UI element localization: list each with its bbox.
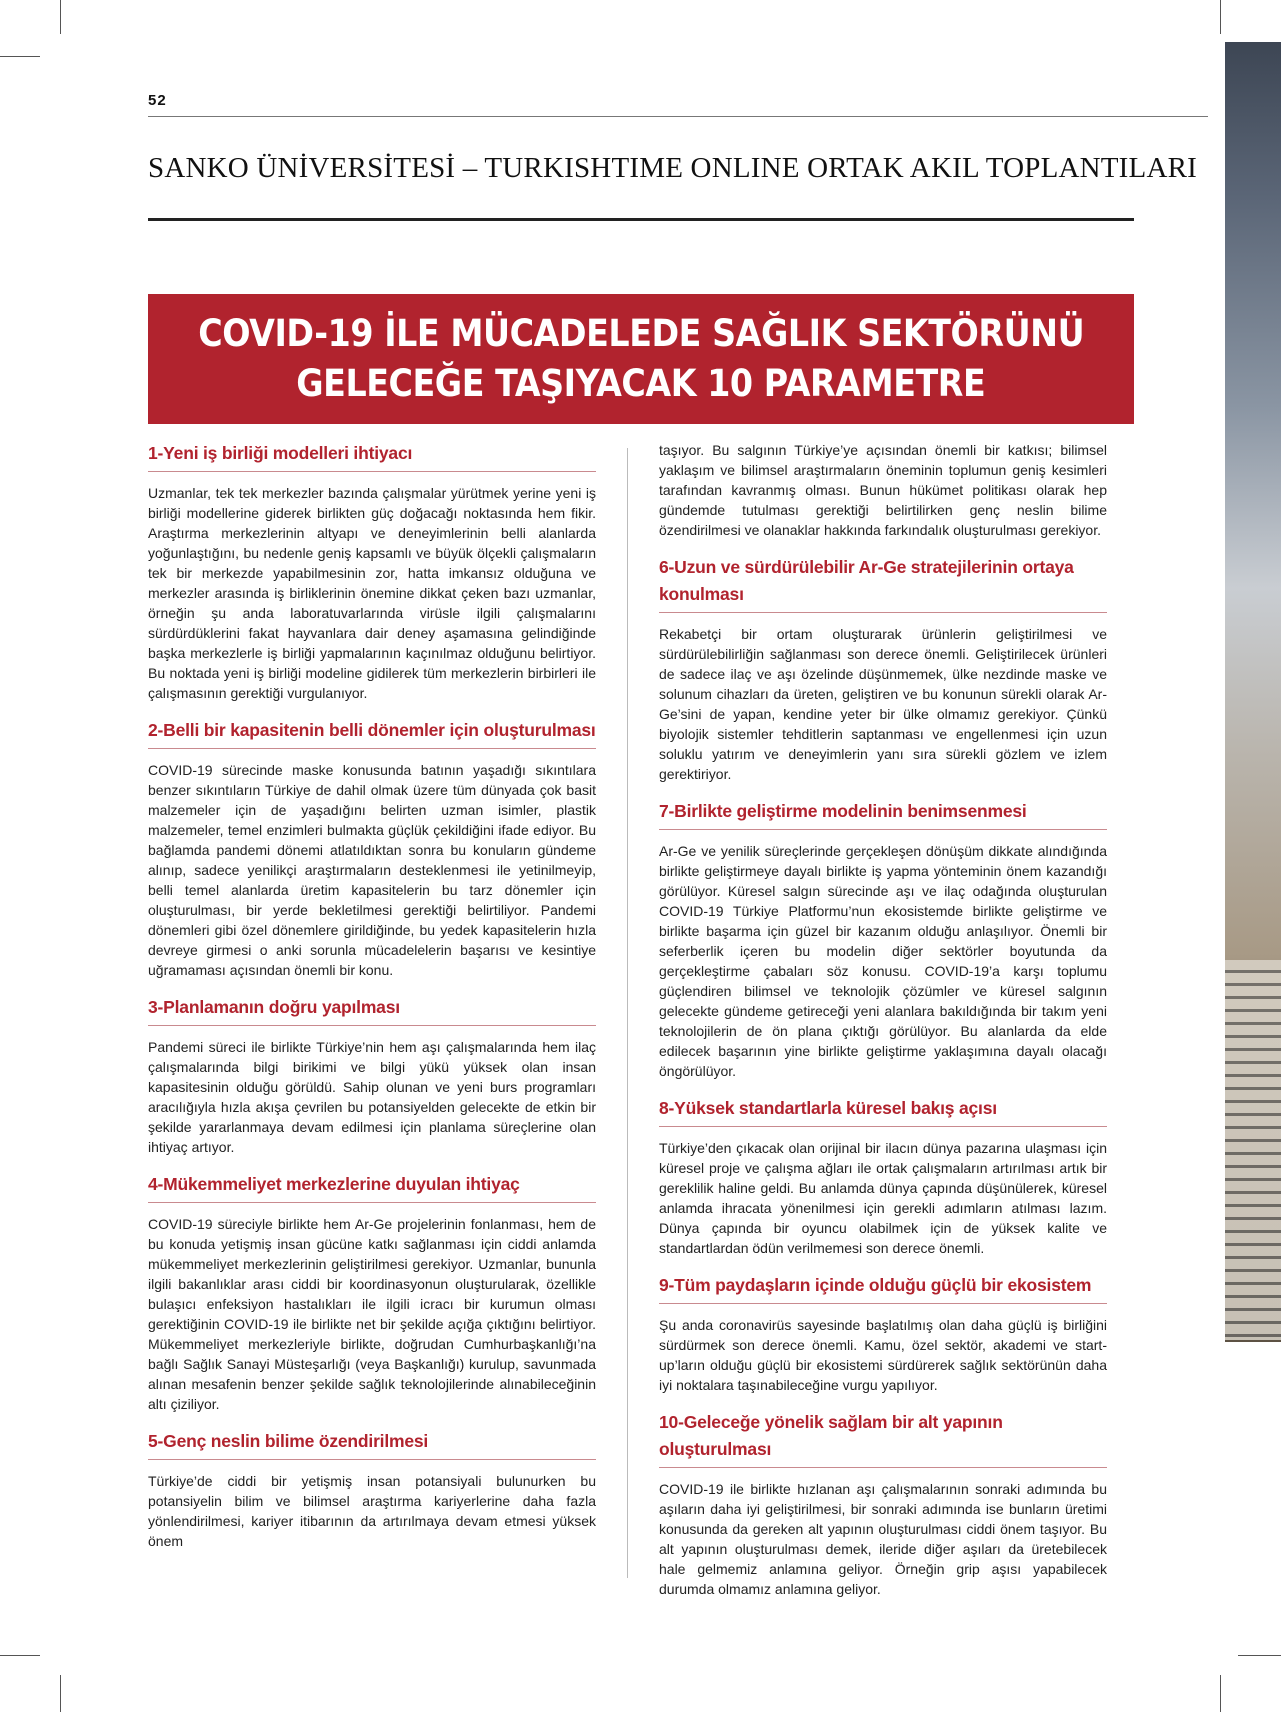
headline-banner xyxy=(148,294,1134,424)
section-heading: 8-Yüksek standartlarla küresel bakış açısı xyxy=(659,1095,1107,1127)
crop-mark xyxy=(0,1655,40,1656)
crop-mark xyxy=(1220,1675,1221,1712)
section-body: Ar-Ge ve yenilik süreçlerinde gerçekleşen dönüşüm dikkate alındığında birlikte geliştirmeye dayalı birlikte iş yapma yönteminin önem kazandığı görülüyor. Küresel salgın sürecinde aşı ve ilaç odağında oluşturulan COVID-19 Türkiye Platformu’nun ekosistemde birlikte geliştirme ve birlikte başarma için güzel bir kazanım olduğu anlaşılıyor. Önemli bir seferberlik içeren bu modelin diğer sektörler boyutunda da gerçekleştirme çabaları söz konusu. COVID-19’a karşı toplumu güçlendiren bilimsel ve teknolojik çözümler ve küresel salgının gelecekte gündeme getireceği yeni alanlara bakıldığında bir takım yeni teknolojilerin de ön plana çıktığı görülüyor. Bu alanlarda da elde edilecek başarının yine birlikte geliştirme yaklaşımına dayalı olacağı öngörülüyor. xyxy=(659,843,1107,1079)
section-body: Şu anda coronavirüs sayesinde başlatılmış olan daha güçlü iş birliğini sürdürmek son derece önemli. Kamu, özel sektör, akademi ve start-up’ların olduğu güçlü bir ekosistemi sürdürerek sağlık sektörünün daha iyi noktalara taşınabileceğine vurgu yapılıyor. xyxy=(659,1317,1107,1393)
section-body: Pandemi süreci ile birlikte Türkiye’nin hem aşı çalışmalarında hem ilaç çalışmalarında bilgi birikimi ve bilgi yükü yüksek olan insan kapasitesinin olduğu görüldü. Sahip olunan ve yeni burs programları aracılığıyla hızla akışa çevrilen bu potansiyelden gelecekte de etkin bir şekilde yararlanmaya devam edilmesi için planlama süreçlerine olan ihtiyaç artıyor. xyxy=(148,1039,596,1155)
section-heading: 4-Mükemmeliyet merkezlerine duyulan ihtiyaç xyxy=(148,1171,596,1203)
crop-mark xyxy=(60,0,61,34)
section-heading: 9-Tüm paydaşların içinde olduğu güçlü bir ekosistem xyxy=(659,1272,1107,1304)
section-body: Türkiye’de ciddi bir yetişmiş insan potansiyali bulunurken bu potansiyelin bilim ve bilimsel araştırma kariyerlerine daha fazla yönlendirilmesi, kariyer itibarının da artırılmaya devam etmesi yüksek önem xyxy=(148,1473,596,1549)
section-body: COVID-19 süreciyle birlikte hem Ar-Ge projelerinin fonlanması, hem de bu konuda yetişmiş insan gücüne katkı sağlanması için ciddi anlamda mükemmeliyet merkezlerinin geliştirilmesi gerekiyor. Uzmanlar, bununla ilgili bakanlıklar arası ciddi bir koordinasyonun oluşturularak, özellikle bulaşıcı enfeksiyon hastalıkları ile ilgili icracı bir kurumun olması gerektiğinin COVID-19 ile birlikte net bir şekilde açığa çıktığını belirtiyor. Mükemmeliyet merkezleriyle birlikte, doğrudan Cumhurbaşkanlığı’na bağlı Sağlık Sanayi Müsteşarlığı (veya Başkanlığı) kurulup, savunmada alınan mesafenin benzer şekilde sağlık teknolojilerinde alınabileceğinin altı çiziliyor. xyxy=(148,1216,596,1412)
title-rule xyxy=(148,218,1134,221)
section-body: COVID-19 ile birlikte hızlanan aşı çalışmalarının sonraki adımında bu aşıların daha iyi geliştirilmesi, bir sonraki adımında ise bunların üretimi konusunda da gereken alt yapının oluşturulması ciddi önem taşıyor. Bu alt yapının oluşturulması demek, ileride diğer aşıları da üretebilecek hale gelmemiz anlamına geliyor. Örneğin grip aşısı yapabilecek durumda olmamız anlamına geliyor. xyxy=(659,1481,1107,1597)
section-body: Rekabetçi bir ortam oluşturarak ürünlerin geliştirilmesi ve sürdürülebilirliğin sağlanması son derece önemli. Geliştirilecek ürünleri de sadece ilaç ve aşı özelinde düşünmemek, ülke nezdinde maske ve solunum cihazları da üreten, geliştiren ve bu konunun sürekli olarak Ar-Ge’sini de yapan, kendine yeter bir ülke olmamız gerekiyor. Çünkü biyolojik sistemler tehditlerin saptanması ve engellenmesi için uzun soluklu yatırım ve deneyimlerin yanı sıra sürekli gözlem ve izlem gerektiriyor. xyxy=(659,626,1107,782)
crop-mark xyxy=(0,56,40,57)
left-column xyxy=(148,440,596,1565)
section-heading: 3-Planlamanın doğru yapılması xyxy=(148,994,596,1026)
section-body: COVID-19 sürecinde maske konusunda batının yaşadığı sıkıntılara benzer sıkıntıların Türkiye de dahil olmak üzere tüm dünyada çok basit malzemeler için de yaşadığını belirten uzman isimler, plastik malzemeler, temel enzimleri bulmakta güçlük çekildiğini ifade ediyor. Bu bağlamda pandemi dönemi atlatıldıktan sonra bu konuların gündeme alınıp, sadece yenilikçi araştırmaların desteklenmesi ile yetinilmeyip, belli temel alanlarda üretim kapasitelerin bu tarz dönemler için oluşturulması, bir yerde bekletilmesi gerektiği belirtiliyor. Pandemi dönemleri gibi özel dönemlere girildiğinde, bu yedek kapasitelerin hızla devreye girmesi o anki sorunla mücadelelerin başarısı ve kesintiye uğramaması açısından önemli bir konu. xyxy=(148,762,596,978)
section-heading: 5-Genç neslin bilime özendirilmesi xyxy=(148,1428,596,1460)
section-body: Türkiye’den çıkacak olan orijinal bir ilacın dünya pazarına ulaşması için küresel proje ve çalışma ağları ile ortak çalışmaların artırılması artık bir gereklilik haline geldi. Bu anlamda dünya çapında düşünülerek, küresel anlamda ihracata yönenilmesi için gerekli adımların atılması lazım. Dünya çapında bir oyuncu olabilmek için de yüksek kalite ve standartlardan ödün verilmemesi son derece önemli. xyxy=(659,1140,1107,1256)
page-number: 52 xyxy=(148,92,167,109)
crop-mark xyxy=(1238,1655,1281,1656)
top-rule xyxy=(148,116,1208,117)
section-heading: 2-Belli bir kapasitenin belli dönemler için oluşturulması xyxy=(148,717,596,749)
crop-mark xyxy=(60,1675,61,1712)
running-title: SANKO ÜNİVERSİTESİ – TURKISHTIME ONLINE ORTAK AKIL TOPLANTILARI xyxy=(148,152,1197,184)
section-body: Uzmanlar, tek tek merkezler bazında çalışmalar yürütmek yerine yeni iş birliği modellerine giderek birlikten güç doğacağı noktasında hem fikir. Araştırma merkezlerinin altyapı ve deneyimlerinin belli alanlarda yoğunlaştığını, bu nedenle geniş kapsamlı ve büyük ölçekli çalışmaların tek bir merkezde yapabilmesinin zor, hatta imkansız olduğuna ve merkezler arasında iş birliklerinin önemine dikkat çeken bazı uzmanlar, örneğin şu anda laboratuvarlarında virüsle ilgili çalışmalarını sürdürdüklerini fakat hayvanlara dair deney aşamasına gelindiğinde başka merkezlerle iş birliği yapmalarının kaçınılmaz olduğunu belirtiyor. Bu noktada yeni iş birliği modeline gidilerek tüm merkezlerin birbirleri ile çalışmasının gerektiği vurgulanıyor. xyxy=(148,485,596,701)
right-column xyxy=(659,440,1107,1613)
section-heading: 6-Uzun ve sürdürülebilir Ar-Ge stratejilerinin ortaya konulması xyxy=(659,554,1107,613)
crop-mark xyxy=(1220,0,1221,34)
section-heading: 10-Geleceğe yönelik sağlam bir alt yapının oluşturulması xyxy=(659,1409,1107,1468)
column-divider xyxy=(627,448,628,1578)
continuation-text: taşıyor. Bu salgının Türkiye’ye açısından önemli bir katkısı; bilimsel yaklaşım ve bilimsel araştırmaların öneminin toplumun geniş kesimleri tarafından kavranmış olması. Bunun hükümet politikası olarak hep gündemde tutulması gerektiği belirtilirken genç neslin bilime özendirilmesi ve olanaklar hakkında farkındalık oluşturulması gerekiyor. xyxy=(659,442,1107,538)
edge-building-image xyxy=(1225,960,1281,1340)
headline-line-2: GELECEĞE TAŞIYACAK 10 PARAMETRE xyxy=(296,362,986,405)
section-heading: 7-Birlikte geliştirme modelinin benimsenmesi xyxy=(659,798,1107,830)
section-heading: 1-Yeni iş birliği modelleri ihtiyacı xyxy=(148,440,596,472)
headline-line-1: COVID-19 İLE MÜCADELEDE SAĞLIK SEKTÖRÜNÜ xyxy=(198,312,1084,355)
